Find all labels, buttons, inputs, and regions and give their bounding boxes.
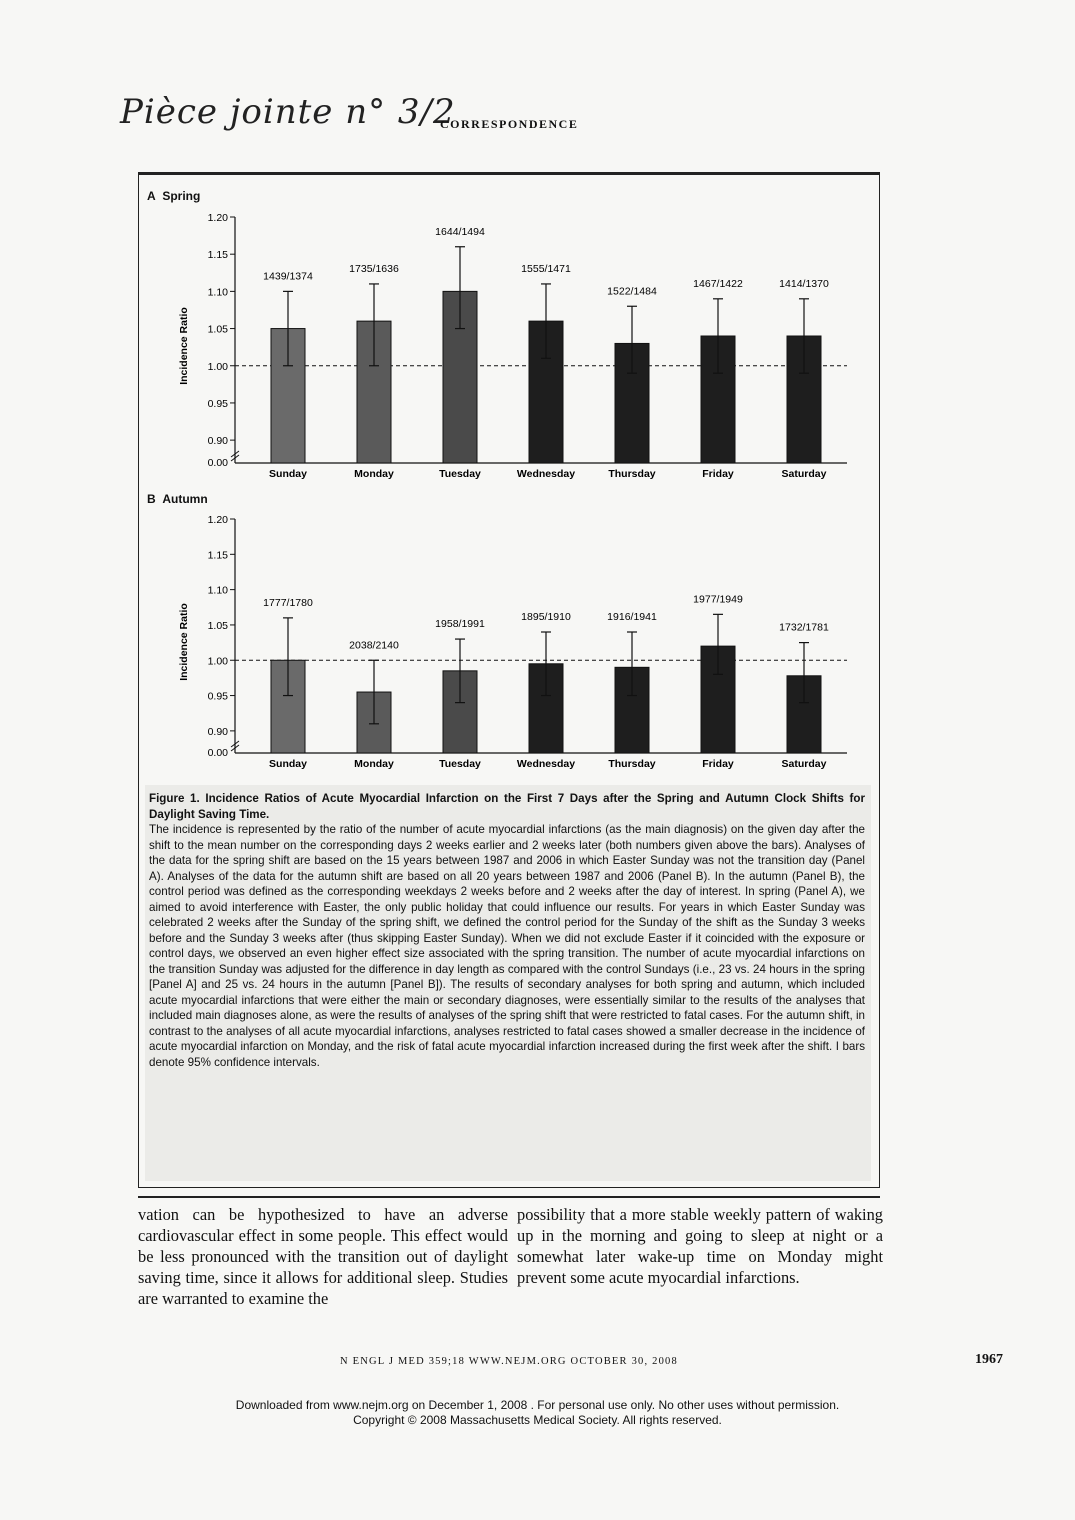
bar-count-label: 1777/1780 [263,596,313,609]
y-tick-label: 1.15 [207,549,228,562]
handwritten-note: Pièce jointe n° 3/2 [120,92,456,132]
bar-count-label: 1522/1484 [607,285,657,298]
bar-count-label: 1555/1471 [521,262,571,275]
y-tick-label: 1.20 [207,212,228,224]
bar-count-label: 1439/1374 [263,270,313,283]
download-note-line-1: Downloaded from www.nejm.org on December 1, 2008 . For personal use only. No other uses without permission. [235,1398,840,1412]
x-tick-label: Sunday [269,468,307,480]
y-tick-label: 0.90 [207,725,228,738]
y-tick-label: 1.10 [207,584,228,597]
y-tick-label: 0.95 [207,397,228,410]
bar-count-label: 1644/1494 [435,225,485,238]
body-column-1: vation can be hypothesized to have an adverse cardiovascular effect in some people. This effect would be less pronounced with the transition out of daylight saving time, since it allows for additional sleep. Studies are warranted to examine the [138,1205,508,1308]
x-tick-label: Friday [702,468,734,480]
y-tick-label: 1.20 [207,514,228,526]
x-tick-label: Saturday [781,758,827,770]
bar-count-label: 1414/1370 [779,277,829,290]
page-number: 1967 [975,1352,1003,1367]
x-tick-label: Wednesday [516,758,576,770]
download-note-line-2: Copyright © 2008 Massachusetts Medical Society. All rights reserved. [353,1413,722,1427]
bar-count-label: 1735/1636 [349,262,399,275]
bar-count-label: 1958/1991 [435,618,485,631]
y-tick-label: 0.95 [207,690,228,703]
x-tick-label: Friday [702,758,734,770]
y-tick-label: 0.90 [207,435,228,448]
bar-count-label: 1895/1910 [521,611,571,623]
bottom-rule [138,1196,880,1198]
x-tick-label: Tuesday [439,758,481,770]
x-tick-label: Monday [354,468,394,480]
y-tick-label: 1.05 [207,619,228,632]
x-tick-label: Saturday [781,468,827,480]
figure-caption [145,785,871,1181]
caption-title: Figure 1. Incidence Ratios of Acute Myocardial Infarction on the First 7 Days after the Spring and Autumn Clock Shifts for Daylight Saving Time. [149,792,865,821]
y-tick-label: 1.00 [207,655,228,668]
y-tick-label: 1.00 [207,360,228,373]
bar-count-label: 2038/2140 [349,639,399,652]
x-tick-label: Thursday [608,758,656,770]
y-axis-label: Incidence Ratio [178,307,190,385]
bar-count-label: 1977/1949 [693,593,743,606]
y-tick-label: 1.15 [207,249,228,262]
y-tick-label: 0.00 [207,747,228,759]
x-tick-label: Sunday [269,758,307,770]
y-tick-label: 1.10 [207,286,228,299]
y-axis-label: Incidence Ratio [178,603,190,681]
x-tick-label: Thursday [608,468,656,480]
y-tick-label: 1.05 [207,323,228,336]
caption-body: The incidence is represented by the ratio of the number of acute myocardial infarctions (as the main diagnosis) on the given day after the shift to the mean number on the corresponding days 2 weeks earlier and 2 weeks later (both numbers given above the bars). Analyses of the data for the spring shift are based on the 15 years between 1987 and 2006 in which Easter Sunday was not the transition day (Panel A). Analyses of the data for the autumn shift are based on all 20 years between 1987 and 2006 (Panel B). In the autumn (Panel B), the control period was defined as the corresponding weekdays 2 weeks before and 2 weeks after the day of interest. In spring (Panel A), we aimed to avoid interference with Easter, the only public holiday that could influence our results. For years in which Easter Sunday was celebrated 2 weeks after the Sunday of the spring shift, we defined the control period for the Sunday of the shift as the Sunday 3 weeks before and the Sunday 3 weeks after (thus skipping Easter Sunday). When we did not exclude Easter if it coincided with the exposure or control days, we observed an even higher effect size associated with the spring transition. The number of acute myocardial infarctions on the transition Sunday was adjusted for the difference in day length as compared with the control Sundays (i.e., 23 vs. 24 hours in the spring [Panel A] and 25 vs. 24 hours in the autumn [Panel B]). The results of secondary analyses for both spring and autumn, which included acute myocardial infarctions that were either the main or secondary diagnoses, were essentially similar to the results of the analyses that included main diagnoses alone, as were the results of analyses of the spring shift that were restricted to fatal cases. For the autumn shift, in contrast to the analyses of all acute myocardial infarctions, analyses restricted to fatal cases showed a smaller decrease in the incidence of acute myocardial infarction on Monday, and the risk of fatal acute myocardial infarction increased during the first week after the shift. I bars denote 95% confidence intervals. [149,823,865,1069]
x-tick-label: Tuesday [439,468,481,480]
x-tick-label: Monday [354,758,394,770]
figure-1 [138,174,880,1188]
panel-b-label: B Autumn [147,492,208,506]
body-column-2: possibility that a more stable weekly pattern of waking up in the morning and going to sleep at night or a somewhat later wake-up time on Monday might prevent some acute myocardial infarctions. [517,1205,883,1287]
bar-count-label: 1916/1941 [607,611,657,623]
x-tick-label: Wednesday [516,468,576,480]
panel-a-label: A Spring [147,189,201,203]
bar-count-label: 1732/1781 [779,621,829,634]
chart-spring [139,205,879,505]
download-note [0,1398,1075,1428]
footer-citation: N ENGL J MED 359;18 WWW.NEJM.ORG OCTOBER 30, 2008 [340,1356,678,1367]
chart-autumn [139,507,879,797]
bar-count-label: 1467/1422 [693,277,743,290]
y-tick-label: 0.00 [207,457,228,469]
running-head: CORRESPONDENCE [440,117,579,131]
